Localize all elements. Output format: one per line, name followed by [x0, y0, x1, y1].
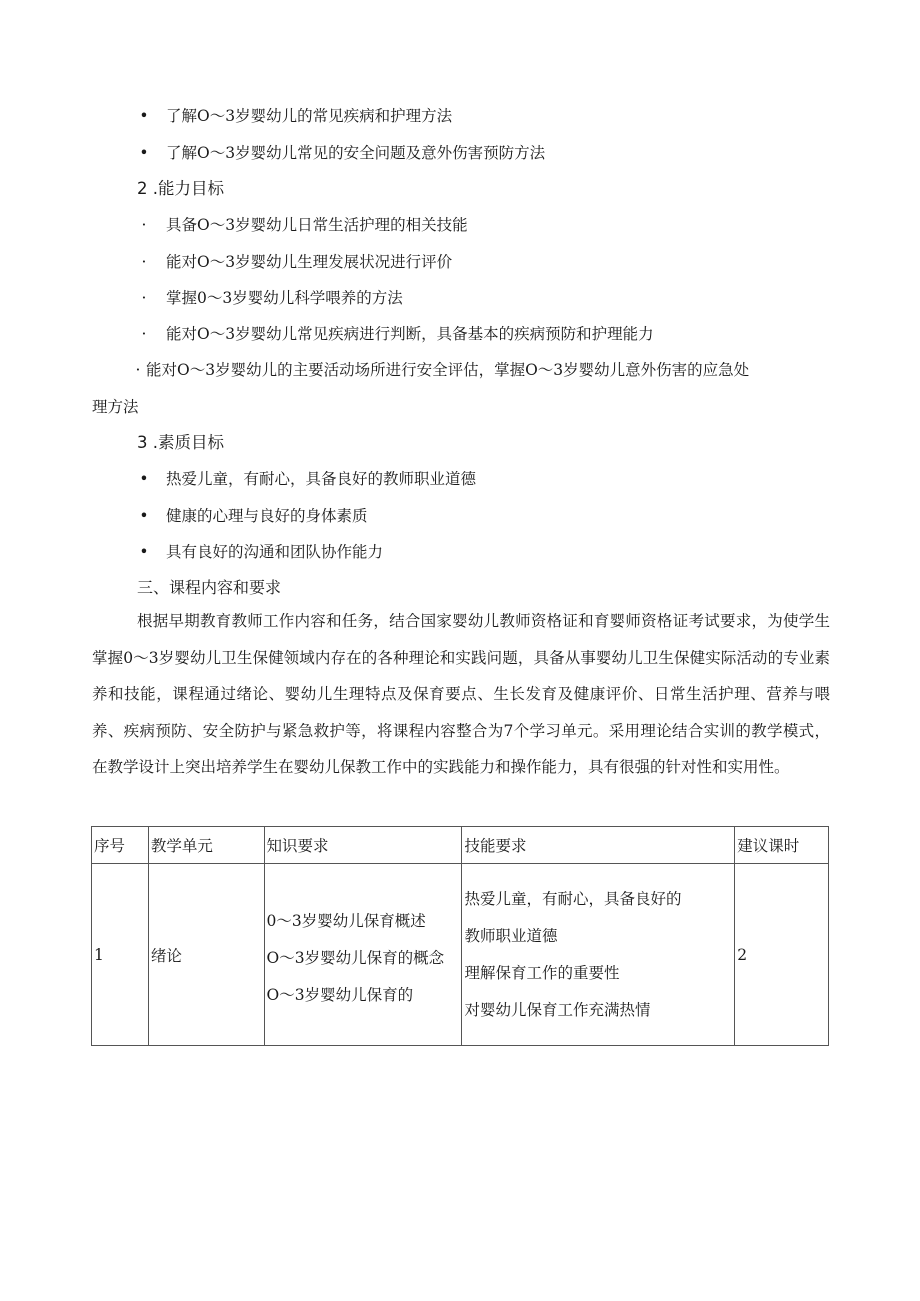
ability-item: 能对O～3岁婴幼儿生理发展状况进行评价	[166, 253, 453, 271]
ability-item: 掌握0～3岁婴幼儿科学喂养的方法	[166, 289, 403, 307]
bullet-icon: •	[139, 470, 149, 488]
bullet-icon: ·	[141, 289, 147, 307]
table-row	[92, 864, 829, 1046]
ability-long-item-line2: 理方法	[92, 398, 139, 416]
quality-item: 具有良好的沟通和团队协作能力	[166, 543, 384, 561]
body-paragraph	[92, 603, 830, 786]
knowledge-line: 0～3岁婴幼儿保育概述	[266, 912, 426, 930]
bullet-icon: •	[139, 144, 149, 162]
cell-hours: 2	[735, 864, 829, 1046]
bullet-icon: •	[139, 543, 149, 561]
header-skills: 技能要求	[462, 827, 735, 864]
knowledge-line: O～3岁婴幼儿保育的	[266, 986, 414, 1004]
knowledge-item: 了解O～3岁婴幼儿的常见疾病和护理方法	[166, 107, 453, 125]
quality-item: 健康的心理与良好的身体素质	[166, 507, 368, 525]
ability-item: 能对O～3岁婴幼儿常见疾病进行判断，具备基本的疾病预防和护理能力	[166, 325, 654, 343]
knowledge-item: 了解O～3岁婴幼儿常见的安全问题及意外伤害预防方法	[166, 144, 546, 162]
skill-line: 教师职业道德	[464, 926, 558, 945]
section-title: 三、课程内容和要求	[137, 578, 282, 597]
cell-unit: 绪论	[148, 864, 264, 1046]
header-hours: 建议课时	[735, 827, 829, 864]
course-units-table	[91, 826, 829, 1046]
bullet-icon: •	[139, 507, 149, 525]
cell-knowledge	[264, 864, 462, 1046]
quality-heading: 3 .素质目标	[137, 433, 224, 452]
knowledge-line: O～3岁婴幼儿保育的概念	[266, 949, 445, 967]
bullet-icon: ·	[135, 361, 141, 379]
cell-skills	[462, 864, 735, 1046]
ability-heading: 2 .能力目标	[137, 179, 224, 198]
cell-number: 1	[92, 864, 149, 1046]
ability-long-item-line1: 能对O～3岁婴幼儿的主要活动场所进行安全评估，掌握O～3岁婴幼儿意外伤害的应急处	[146, 361, 750, 379]
body-paragraph-text: 根据早期教育教师工作内容和任务，结合国家婴幼儿教师资格证和育婴师资格证考试要求，为使学生掌握0～3岁婴幼儿卫生保健领域内存在的各种理论和实践问题，具备从事婴幼儿卫生保健实际活动的专业素养和技能，课程通过绪论、婴幼儿生理特点及保育要点、生长发育及健康评价、日常生活护理、营养与喂养、疾病预防、安全防护与紧急救护等，将课程内容整合为7个学习单元。采用理论结合实训的教学模式，在教学设计上突出培养学生在婴幼儿保教工作中的实践能力和操作能力，具有很强的针对性和实用性。	[92, 612, 830, 776]
bullet-icon: ·	[141, 325, 147, 343]
bullet-icon: ·	[141, 216, 147, 234]
bullet-icon: ·	[141, 253, 147, 271]
table-header-row	[92, 827, 829, 864]
quality-item: 热爱儿童，有耐心，具备良好的教师职业道德	[166, 470, 477, 488]
header-number: 序号	[92, 827, 149, 864]
skill-line: 理解保育工作的重要性	[464, 963, 620, 982]
skill-line: 热爱儿童，有耐心，具备良好的	[464, 889, 682, 908]
ability-item: 具备O～3岁婴幼儿日常生活护理的相关技能	[166, 216, 468, 234]
skill-line: 对婴幼儿保育工作充满热情	[464, 1000, 651, 1019]
bullet-icon: •	[139, 107, 149, 125]
header-unit: 教学单元	[148, 827, 264, 864]
header-knowledge: 知识要求	[264, 827, 462, 864]
